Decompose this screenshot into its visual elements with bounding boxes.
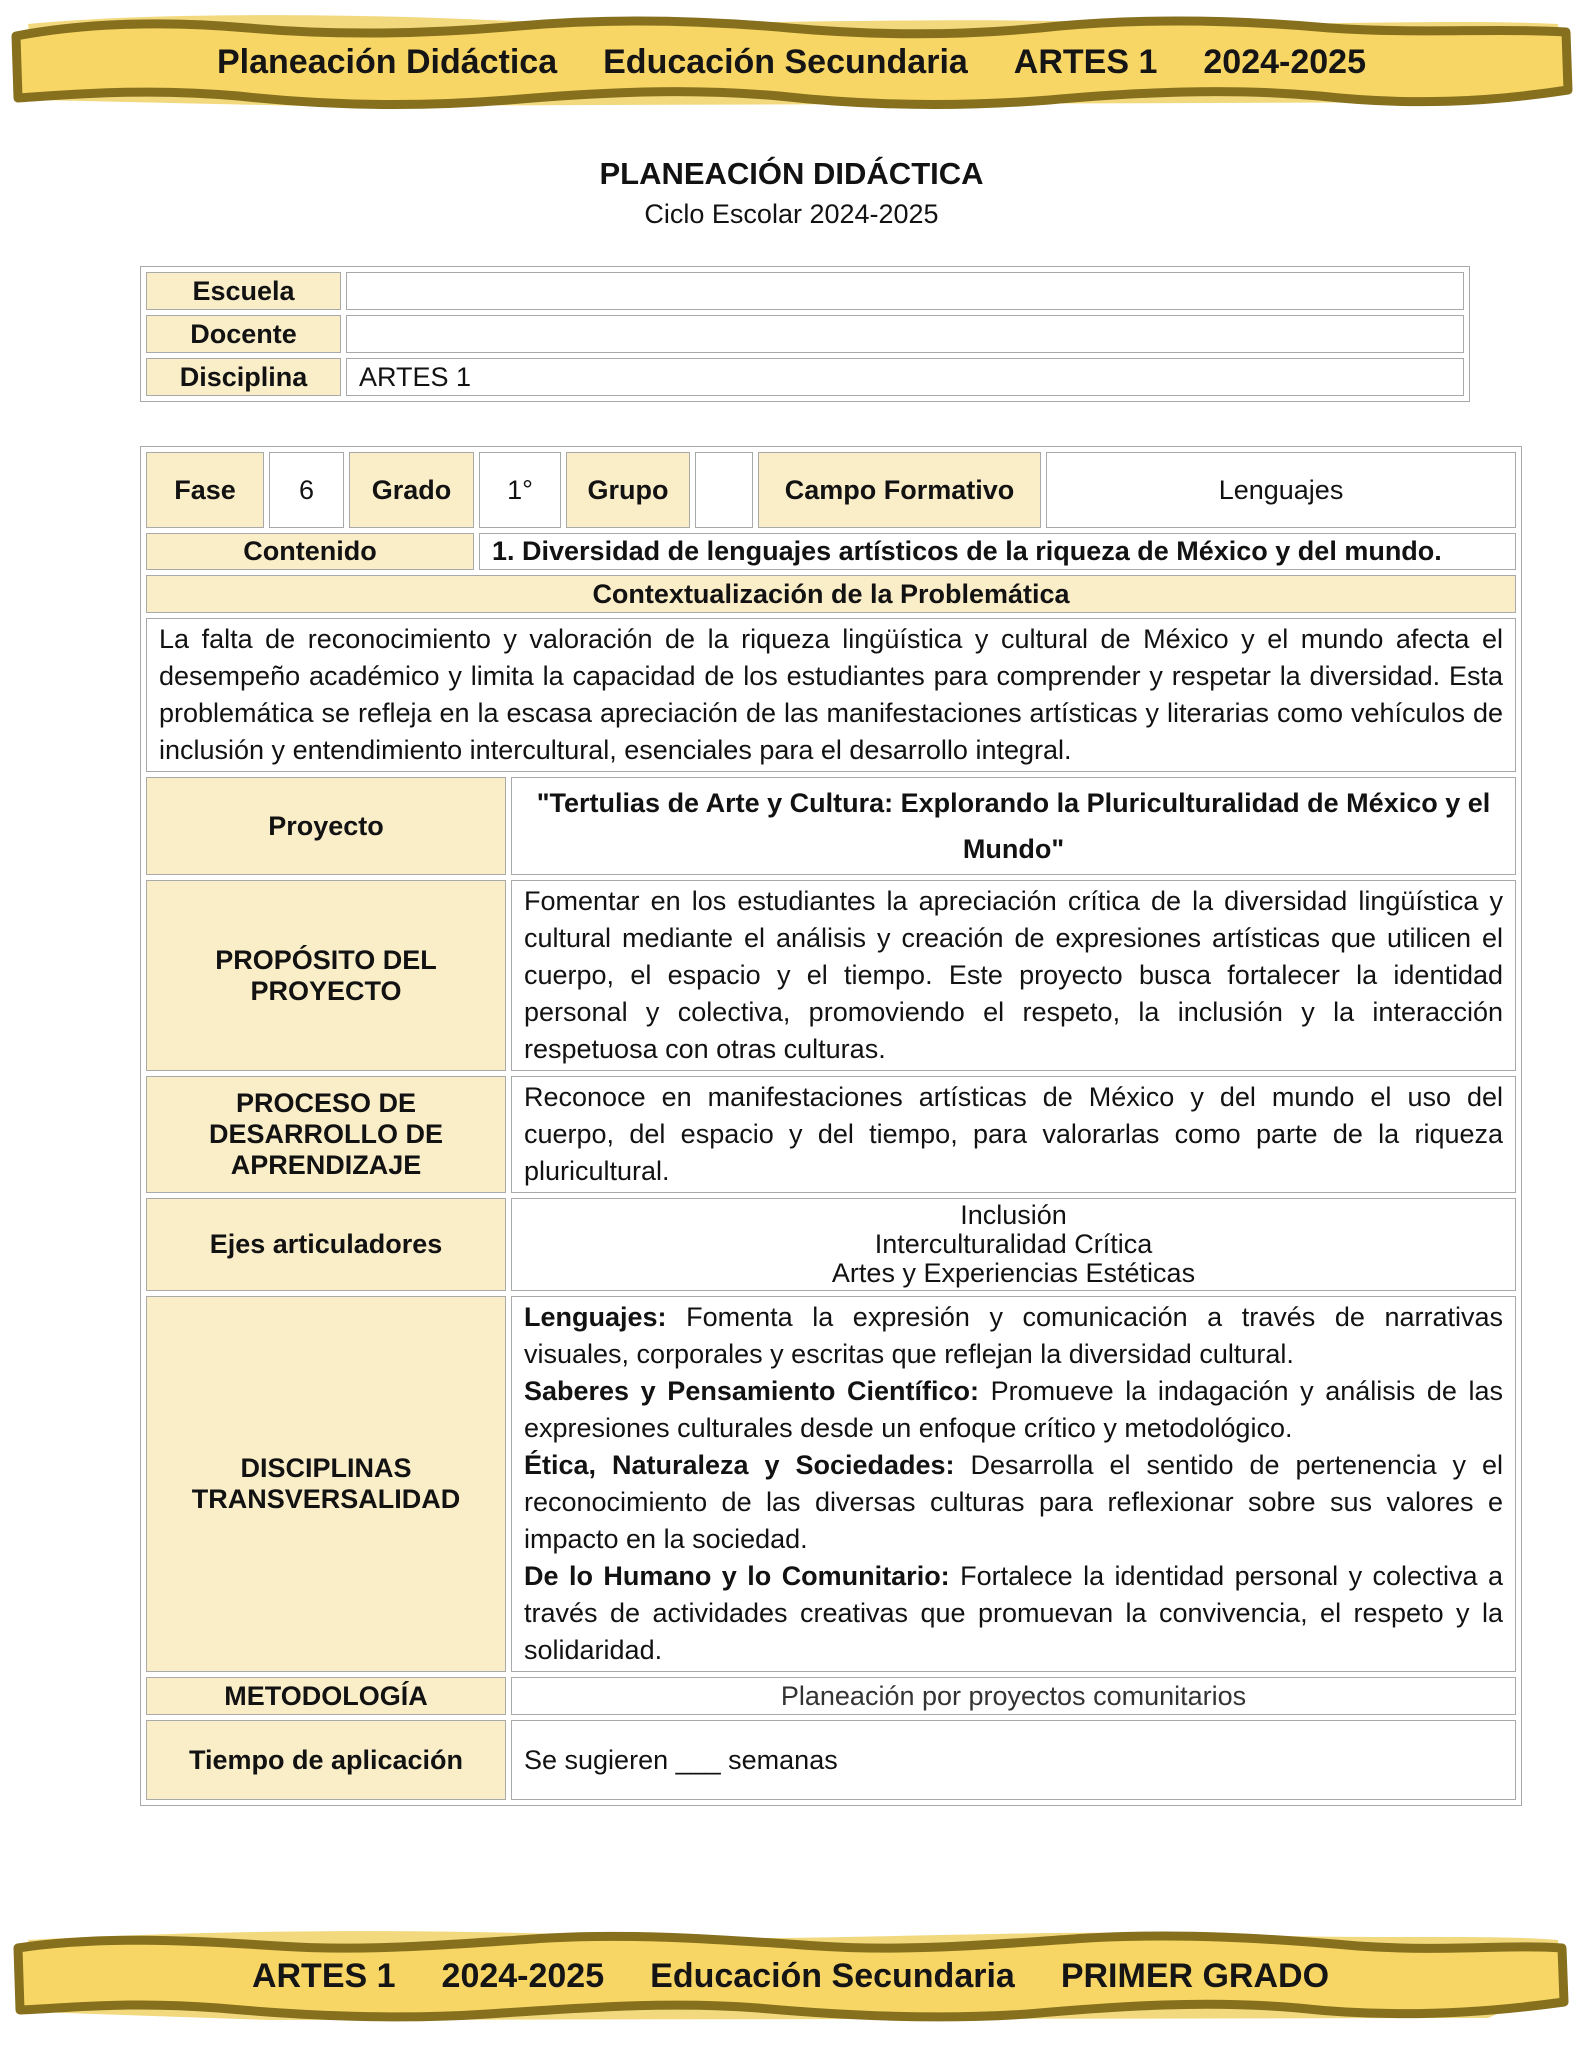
proceso-row: [146, 1076, 1516, 1193]
tiempo-value: Se sugieren ___ semanas: [511, 1720, 1516, 1800]
plan-table: [140, 446, 1522, 1806]
metodologia-label: METODOLOGÍA: [146, 1677, 506, 1715]
page-title: PLANEACIÓN DIDÁCTICA: [599, 156, 984, 191]
disciplinas-value: [511, 1296, 1516, 1672]
top-banner: [8, 10, 1575, 114]
disciplina-item: [524, 1373, 1503, 1447]
bottom-banner-text: [8, 1924, 1573, 2028]
grupo-label: Grupo: [566, 452, 690, 528]
disciplina-item: [524, 1558, 1503, 1669]
escuela-value: [346, 272, 1464, 310]
contextualizacion-body: La falta de reconocimiento y valoración de la riqueza lingüística y cultural de México y el mundo afecta el desempeño académico y limita la capacidad de los estudiantes para comprender y respetar la diversidad. Esta problemática se refleja en la escasa apreciación de las manifestaciones artísticas y literarias como vehículos de inclusión y entendimiento intercultural, esenciales para el desarrollo integral.: [146, 618, 1516, 772]
ejes-row: [146, 1198, 1516, 1291]
grado-label: Grado: [349, 452, 474, 528]
metodologia-value: Planeación por proyectos comunitarios: [511, 1677, 1516, 1715]
top-banner-part: 2024-2025: [1203, 42, 1366, 81]
tiempo-row: [146, 1720, 1516, 1800]
disciplina-item: [524, 1447, 1503, 1558]
eje-item: Inclusión: [960, 1200, 1067, 1230]
page-subtitle: Ciclo Escolar 2024-2025: [644, 199, 939, 229]
grupo-value: [695, 452, 753, 528]
disciplina-item: [524, 1299, 1503, 1373]
contextualizacion-body-row: [146, 618, 1516, 772]
contenido-row: [146, 533, 1516, 570]
eje-item: Artes y Experiencias Estéticas: [831, 1258, 1196, 1288]
proyecto-title: "Tertulias de Arte y Cultura: Explorando la Pluriculturalidad de México y el Mundo": [511, 777, 1516, 875]
bottom-banner-part: PRIMER GRADO: [1060, 1956, 1330, 1995]
disciplina-description: Desarrolla el sentido de pertenencia y el reconocimiento de las diversas culturas para reflexionar sobre sus valores e impacto en la sociedad.: [524, 1450, 1504, 1554]
campo-formativo-value: Lenguajes: [1046, 452, 1516, 528]
table-row: [146, 358, 1464, 396]
ejes-value: [511, 1198, 1516, 1291]
tiempo-label: Tiempo de aplicación: [146, 1720, 506, 1800]
proceso-body: Reconoce en manifestaciones artísticas de México y del mundo el uso del cuerpo, del espacio y del tiempo, para valorarlas como parte de la riqueza pluricultural.: [511, 1076, 1516, 1193]
bottom-banner: [8, 1924, 1573, 2028]
proceso-label: PROCESO DE DESARROLLO DE APRENDIZAJE: [146, 1076, 506, 1193]
disciplina-description: Fomenta la expresión y comunicación a través de narrativas visuales, corporales y escritas que reflejan la diversidad cultural.: [524, 1302, 1504, 1369]
disciplinas-row: [146, 1296, 1516, 1672]
metodologia-row: [146, 1677, 1516, 1715]
proyecto-row: [146, 777, 1516, 875]
campo-formativo-label: Campo Formativo: [758, 452, 1041, 528]
disciplinas-label: DISCIPLINAS TRANSVERSALIDAD: [146, 1296, 506, 1672]
docente-label: Docente: [146, 315, 341, 353]
escuela-label: Escuela: [146, 272, 341, 310]
bottom-banner-part: ARTES 1: [251, 1956, 396, 1995]
table-row: [146, 315, 1464, 353]
top-banner-part: Planeación Didáctica: [216, 42, 558, 81]
table-row: [146, 272, 1464, 310]
proyecto-label: Proyecto: [146, 777, 506, 875]
proposito-label: PROPÓSITO DEL PROYECTO: [146, 880, 506, 1071]
disciplina-term: Saberes y Pensamiento Científico:: [524, 1376, 979, 1406]
contextualizacion-header-row: [146, 575, 1516, 613]
bottom-banner-part: 2024-2025: [441, 1956, 605, 1995]
disciplina-term: Ética, Naturaleza y Sociedades:: [524, 1450, 955, 1480]
fase-row: [146, 452, 1516, 528]
bottom-banner-part: Educación Secundaria: [650, 1956, 1015, 1995]
disciplina-description: Promueve la indagación y análisis de las expresiones culturales desde un enfoque crítico y metodológico.: [524, 1376, 1504, 1443]
fase-label: Fase: [146, 452, 264, 528]
grado-value: 1°: [479, 452, 561, 528]
top-banner-text: [8, 10, 1575, 114]
disciplina-description: Fortalece la identidad personal y colectiva a través de actividades creativas que promuevan la convivencia, el respeto y la solidaridad.: [524, 1561, 1504, 1665]
eje-item: Interculturalidad Crítica: [874, 1229, 1153, 1259]
contenido-value: 1. Diversidad de lenguajes artísticos de la riqueza de México y del mundo.: [479, 533, 1516, 570]
ejes-label: Ejes articuladores: [146, 1198, 506, 1291]
disciplina-value: ARTES 1: [346, 358, 1464, 396]
contextualizacion-header: Contextualización de la Problemática: [146, 575, 1516, 613]
proposito-row: [146, 880, 1516, 1071]
top-banner-part: Educación Secundaria: [603, 42, 968, 81]
proposito-body: Fomentar en los estudiantes la apreciación crítica de la diversidad lingüística y cultural mediante el análisis y creación de expresiones artísticas que utilicen el cuerpo, el espacio y el tiempo. Este proyecto busca fortalecer la identidad personal y colectiva, promoviendo el respeto, la inclusión y la interacción respetuosa con otras culturas.: [511, 880, 1516, 1071]
docente-value: [346, 315, 1464, 353]
disciplina-term: De lo Humano y lo Comunitario:: [524, 1561, 950, 1591]
contenido-label: Contenido: [146, 533, 474, 570]
school-info-table: [140, 266, 1470, 402]
disciplina-label: Disciplina: [146, 358, 341, 396]
disciplina-term: Lenguajes:: [524, 1302, 667, 1332]
top-banner-part: ARTES 1: [1013, 42, 1158, 81]
fase-value: 6: [269, 452, 344, 528]
